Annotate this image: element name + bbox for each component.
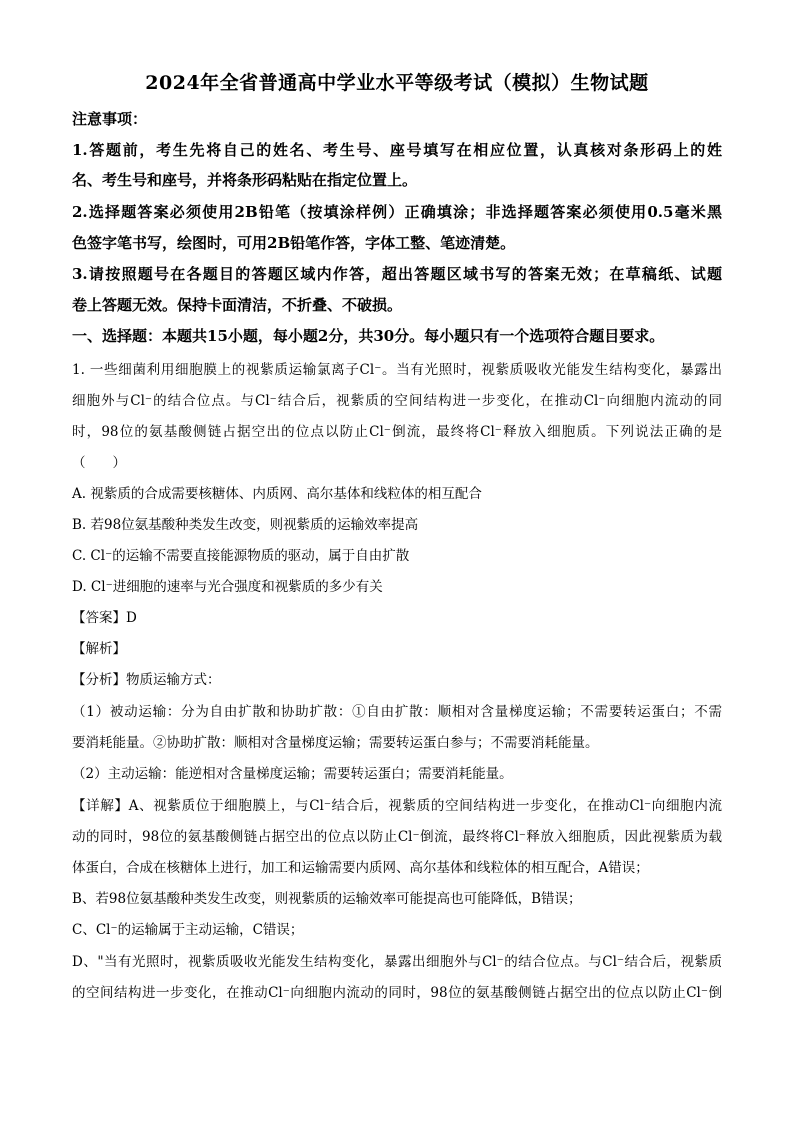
notice-line-3: 2.选择题答案必须使用2B铅笔（按填涂样例）正确填涂；非选择题答案必须使用0.5毫米黑 bbox=[72, 203, 722, 221]
option-b: B. 若98位氨基酸种类发生改变，则视紫质的运输效率提高 bbox=[72, 517, 419, 533]
notice-line-4: 色签字笔书写，绘图时，可用2B铅笔作答，字体工整、笔迹清楚。 bbox=[72, 234, 516, 252]
option-a: A. 视紫质的合成需要核糖体、内质网、高尔基体和线粒体的相互配合 bbox=[72, 486, 482, 502]
question-stem-line-2: 细胞外与Cl⁻的结合位点。与Cl⁻结合后，视紫质的空间结构进一步变化，在推动Cl⁻向细胞内流动的同 bbox=[72, 393, 722, 409]
option-c: C. Cl⁻的运输不需要直接能源物质的驱动，属于自由扩散 bbox=[72, 548, 410, 564]
detail-line-3: 体蛋白，合成在核糖体上进行，加工和运输需要内质网、高尔基体和线粒体的相互配合，A错误； bbox=[72, 860, 649, 876]
notice-line-1: 1.答题前，考生先将自己的姓名、考生号、座号填写在相应位置，认真核对条形码上的姓 bbox=[72, 141, 722, 159]
analysis-line-2: 要消耗能量。②协助扩散：顺相对含量梯度运输；需要转运蛋白参与；不需要消耗能量。 bbox=[72, 735, 599, 751]
notice-line-6: 卷上答题无效。保持卡面清洁，不折叠、不破损。 bbox=[72, 296, 403, 314]
notice-line-2: 名、考生号和座号，并将条形码粘贴在指定位置上。 bbox=[72, 171, 418, 189]
detail-line-5: C、Cl⁻的运输属于主动运输，C错误； bbox=[72, 922, 304, 938]
section-heading: 一、选择题：本题共15小题，每小题2分，共30分。每小题只有一个选项符合题目要求。 bbox=[72, 327, 665, 345]
detail-line-2: 动的同时，98位的氨基酸侧链占据空出的位点以防止Cl⁻倒流，最终将Cl⁻释放入细胞质，因此视紫质为载 bbox=[72, 829, 722, 845]
notice-heading: 注意事项： bbox=[72, 110, 148, 128]
analysis-line-1: （1）被动运输：分为自由扩散和协助扩散：①自由扩散：顺相对含量梯度运输；不需要转运蛋白；不需 bbox=[72, 704, 722, 720]
notice-line-5: 3.请按照题号在各题目的答题区域内作答，超出答题区域书写的答案无效；在草稿纸、试题 bbox=[72, 265, 722, 283]
detail-line-1: 【详解】A、视紫质位于细胞膜上，与Cl⁻结合后，视紫质的空间结构进一步变化，在推动Cl⁻向细胞内流 bbox=[72, 798, 722, 814]
question-stem-line-3: 时，98位的氨基酸侧链占据空出的位点以防止Cl⁻倒流，最终将Cl⁻释放入细胞质。下列说法正确的是 bbox=[72, 424, 722, 440]
analysis-intro: 【分析】物质运输方式： bbox=[72, 672, 221, 688]
option-d: D. Cl⁻进细胞的速率与光合强度和视紫质的多少有关 bbox=[72, 579, 383, 595]
answer-line: 【答案】D bbox=[72, 610, 137, 626]
detail-line-7: 的空间结构进一步变化，在推动Cl⁻向细胞内流动的同时，98位的氨基酸侧链占据空出的位点以防止Cl⁻倒 bbox=[72, 985, 722, 1001]
analysis-line-3: （2）主动运输：能逆相对含量梯度运输；需要转运蛋白；需要消耗能量。 bbox=[72, 766, 513, 782]
page-title: 2024年全省普通高中学业水平等级考试（模拟）生物试题 bbox=[145, 72, 649, 94]
analysis-label: 【解析】 bbox=[72, 641, 126, 657]
question-stem-line-4: （ ） bbox=[72, 455, 126, 471]
detail-line-4: B、若98位氨基酸种类发生改变，则视紫质的运输效率可能提高也可能降低，B错误； bbox=[72, 891, 582, 907]
detail-line-6: D、"当有光照时，视紫质吸收光能发生结构变化，暴露出细胞外与Cl⁻的结合位点。与Cl⁻结合后，视紫质 bbox=[72, 954, 722, 970]
question-stem-line-1: 1. 一些细菌利用细胞膜上的视紫质运输氯离子Cl⁻。当有光照时，视紫质吸收光能发生结构变化，暴露出 bbox=[72, 362, 722, 378]
